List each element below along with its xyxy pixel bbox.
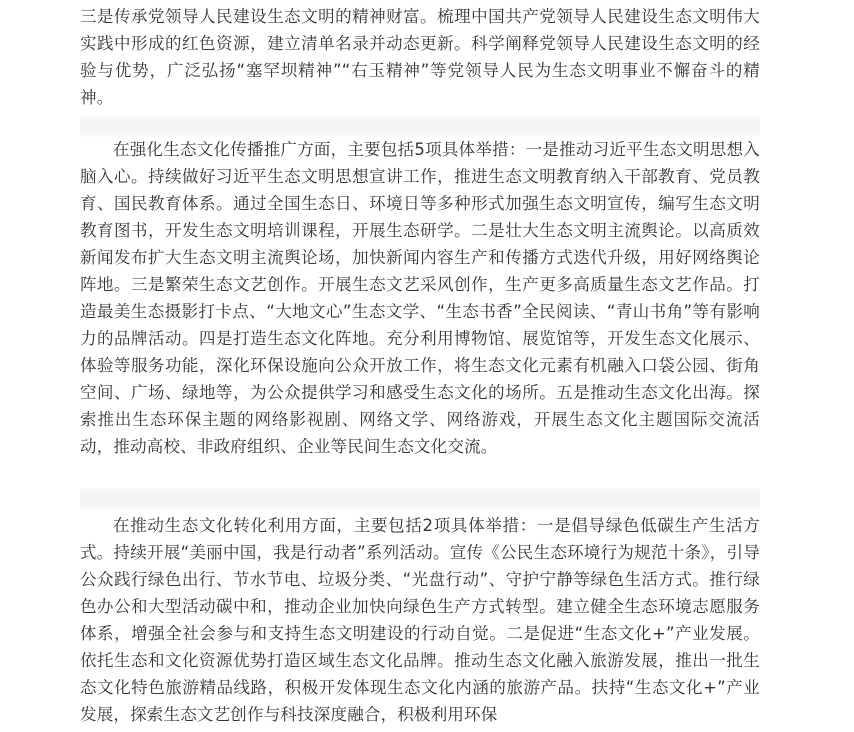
paragraph-divider (80, 487, 760, 511)
article-paragraph-transformation: 在推动生态文化转化利用方面，主要包括2项具体举措：一是倡导绿色低碳生产生活方式。持续开展“美丽中国，我是行动者”系列活动。宣传《公民生态环境行为规范十条》，引导公众践行绿色出行、节水节电、垃圾分类、“光盘行动”、守护宁静等绿色生活方式。推行绿色办公和大型活动碳中和，推动企业加快向绿色生产方式转型。建立健全生态环境志愿服务体系，增强全社会参与和支持生态文明建设的行动自觉。二是促进“生态文化+”产业发展。依托生态和文化资源优势打造区域生态文化品牌。推动生态文化融入旅游发展，推出一批生态文化特色旅游精品线路，积极开发体现生态文化内涵的旅游产品。扶持“生态文化+”产业发展，探索生态文艺创作与科技深度融合，积极利用环保 (80, 516, 760, 724)
article-paragraph-heritage: 三是传承党领导人民建设生态文明的精神财富。梳理中国共产党领导人民建设生态文明伟大实践中形成的红色资源，建立清单名录并动态更新。科学阐释党领导人民建设生态文明的经验与优势，广泛弘扬“塞罕坝精神”“右玉精神”等党领导人民为生态文明事业不懈奋斗的精神。 (80, 7, 760, 107)
paragraph-divider (80, 114, 760, 138)
article-paragraph-promotion: 在强化生态文化传播推广方面，主要包括5项具体举措：一是推动习近平生态文明思想入脑入心。持续做好习近平生态文明思想宣讲工作，推进生态文明教育纳入干部教育、党员教育、国民教育体系。通过全国生态日、环境日等多种形式加强生态文明宣传，编写生态文明教育图书，开发生态文明培训课程，开展生态研学。二是壮大生态文明主流舆论。以高质效新闻发布扩大生态文明主流舆论场，加快新闻内容生产和传播方式迭代升级，用好网络舆论阵地。三是繁荣生态文艺创作。开展生态文艺采风创作，生产更多高质量生态文艺作品。打造最美生态摄影打卡点、“大地文心”生态文学、“生态书香”全民阅读、“青山书角”等有影响力的品牌活动。四是打造生态文化阵地。充分利用博物馆、展览馆等，开发生态文化展示、体验等服务功能，深化环保设施向公众开放工作，将生态文化元素有机融入口袋公园、街角空间、广场、绿地等，为公众提供学习和感受生态文化的场所。五是推动生态文化出海。探索推出生态环保主题的网络影视剧、网络文学、网络游戏，开展生态文化主题国际交流活动，推动高校、非政府组织、企业等民间生态文化交流。 (80, 140, 760, 456)
